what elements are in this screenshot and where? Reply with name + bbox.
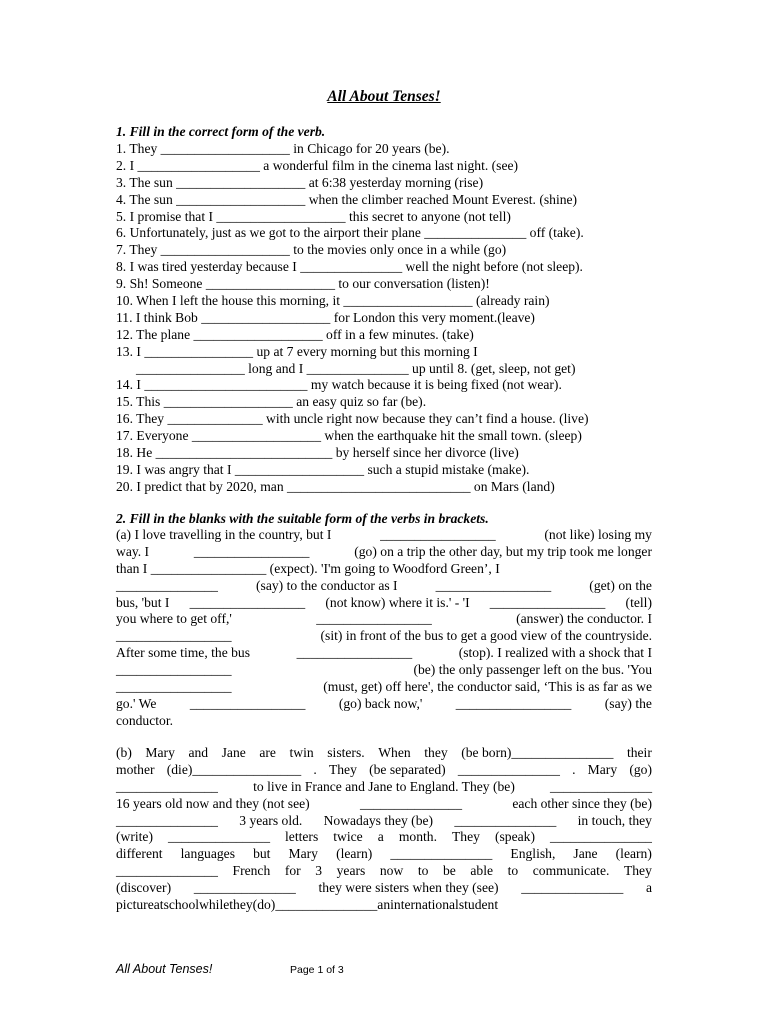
text-segment: sisters. <box>327 745 365 760</box>
text-segment: letters <box>285 829 319 845</box>
question-line: 14. I ________________________ my watch because it is being fixed (not wear). <box>116 377 562 393</box>
part-b-line <box>116 846 652 863</box>
text-segment: _______________ <box>457 761 560 777</box>
text-segment: _______________ <box>116 812 218 828</box>
text-segment: they <box>424 745 448 760</box>
part-b-line <box>116 897 652 914</box>
question-line: 2. I __________________ a wonderful film in the cinema last night. (see) <box>116 157 519 173</box>
text-segment: _______________ <box>116 778 218 794</box>
text-segment: mother <box>116 761 155 777</box>
text-segment: (say) to the conductor as I <box>256 577 398 593</box>
part-a-line <box>116 611 652 628</box>
text-segment: . <box>313 761 317 777</box>
text-segment: for <box>284 863 301 879</box>
text-segment: able <box>470 863 494 879</box>
part-a-line <box>116 696 652 713</box>
part-a-line <box>116 628 652 645</box>
text-segment: _________________ <box>296 645 413 661</box>
text-segment: (be born)_______________ <box>461 745 614 760</box>
question-line: 6. Unfortunately, just as we got to the airport their plane _______________ off (take). <box>116 225 584 241</box>
text-segment: Jane <box>221 745 246 760</box>
text-segment: their <box>626 745 652 760</box>
text-segment: _______________ <box>275 897 378 913</box>
question-line: 19. I was angry that I ___________________ such a stupid mistake (make). <box>116 461 530 477</box>
text-segment: be <box>442 863 456 879</box>
part-a-line <box>116 595 652 612</box>
text-segment: Jane <box>573 846 598 862</box>
text-segment: _________________ <box>189 594 306 610</box>
part-b-line <box>116 813 652 830</box>
text-segment: month. <box>398 829 437 845</box>
part-a-line <box>116 662 652 679</box>
part-a-line <box>116 544 652 561</box>
text-segment: different <box>116 846 163 862</box>
text-segment: a <box>645 880 652 896</box>
text-segment: (go) <box>629 761 652 777</box>
question-line: 16. They ______________ with uncle right now because they can’t find a house. (live) <box>116 411 589 427</box>
text-segment: They <box>452 829 480 845</box>
text-segment: bus, 'but I <box>116 594 170 610</box>
text-segment: languages <box>180 846 235 862</box>
text-segment: in touch, they <box>577 812 652 828</box>
text-segment: They <box>328 761 357 777</box>
text-segment: _______________ <box>116 577 218 593</box>
question-line: 3. The sun ___________________ at 6:38 yesterday morning (rise) <box>116 174 484 190</box>
text-segment: _________________ <box>316 611 432 627</box>
text-segment: (go) on a trip the other day, but my trip took me longer <box>354 543 652 559</box>
text-segment: After some time, the bus <box>116 645 251 661</box>
part-a-line <box>116 713 652 730</box>
text-segment: _________________ <box>193 543 310 559</box>
part-b-line <box>116 829 652 846</box>
text-segment: picture <box>116 897 154 913</box>
text-segment: (discover) <box>116 880 172 896</box>
text-segment: an <box>377 897 391 913</box>
text-segment: _________________ <box>455 695 572 711</box>
text-segment: (do) <box>252 897 276 913</box>
section-2-part-a <box>116 527 652 730</box>
text-segment: (learn) <box>336 846 373 862</box>
text-segment: English, <box>510 846 556 862</box>
text-segment: to live in France and Jane to England. They (be) <box>253 778 515 794</box>
text-segment: now <box>379 863 404 879</box>
part-b-line <box>116 779 652 796</box>
text-segment: _______________ <box>550 778 652 794</box>
footer-title: All About Tenses! <box>116 962 213 976</box>
text-segment: 16 years old now and they (not see) <box>116 795 310 811</box>
text-segment: (be separated) <box>369 761 446 777</box>
text-segment: (not like) losing my <box>544 527 652 542</box>
text-segment: 3 <box>315 863 323 879</box>
text-segment: communicate. <box>532 863 610 879</box>
text-segment: go.' We <box>116 695 157 711</box>
text-segment: _________________ <box>116 628 232 644</box>
text-segment: Mary <box>145 745 175 760</box>
part-b-line <box>116 745 652 762</box>
part-b-line <box>116 796 652 813</box>
text-segment: each other since they (be) <box>512 795 652 811</box>
text-segment: (say) the <box>604 695 652 711</box>
text-segment: way. I <box>116 543 150 559</box>
question-line: 7. They ___________________ to the movies only once in a while (go) <box>116 242 507 258</box>
text-segment: _________________ <box>380 527 496 542</box>
text-segment: (answer) the conductor. I <box>516 611 652 627</box>
text-segment: (go) back now,' <box>338 695 423 711</box>
part-a-line <box>116 679 652 696</box>
text-segment: (stop). I realized with a shock that I <box>458 645 652 661</box>
text-segment: (not know) where it is.' - 'I <box>325 594 470 610</box>
text-segment: school <box>163 897 200 913</box>
text-segment: (die)________________ <box>166 761 302 777</box>
text-segment: conductor. <box>116 712 174 728</box>
part-a-line <box>116 645 652 662</box>
text-segment: (write) <box>116 829 153 845</box>
text-segment: _______________ <box>168 829 270 845</box>
part-a-line <box>116 561 652 578</box>
question-line: 5. I promise that I ___________________ this secret to anyone (not tell) <box>116 208 511 224</box>
text-segment: _______________ <box>521 880 624 896</box>
question-line: 1. They ___________________ in Chicago for 20 years (be). <box>116 141 450 156</box>
question-line: ________________ long and I _______________ up until 8. (get, sleep, not get) <box>136 360 576 376</box>
text-segment: (learn) <box>615 846 652 862</box>
text-segment: at <box>153 897 164 913</box>
text-segment: _________________ <box>435 577 552 593</box>
text-segment: (be) the only passenger left on the bus. 'You <box>413 662 652 678</box>
part-b-line <box>116 863 652 880</box>
text-segment: and <box>188 745 209 760</box>
question-line: 8. I was tired yesterday because I _______________ well the night before (not sleep). <box>116 259 583 275</box>
text-segment: years <box>336 863 366 879</box>
part-a-line <box>116 578 652 595</box>
text-segment: When <box>378 745 411 760</box>
text-segment: (a) I love travelling in the country, but I <box>116 527 332 542</box>
text-segment: _________________ <box>116 662 232 678</box>
text-segment: Mary <box>587 761 618 777</box>
text-segment: while <box>199 897 230 913</box>
question-line: 18. He __________________________ by herself since her divorce (live) <box>116 445 519 461</box>
text-segment: (tell) <box>625 594 652 610</box>
text-segment: (must, get) off here', the conductor said, ‘This is as far as we <box>323 679 652 695</box>
text-segment: (get) on the <box>589 577 652 593</box>
section-1-heading: 1. Fill in the correct form of the verb. <box>116 124 326 139</box>
question-line: 4. The sun ___________________ when the climber reached Mount Everest. (shine) <box>116 191 578 207</box>
text-segment: a <box>377 829 384 845</box>
text-segment: but <box>253 846 271 862</box>
text-segment: _________________ <box>116 679 232 695</box>
text-segment: French <box>232 863 271 879</box>
text-segment: . <box>572 761 576 777</box>
text-segment: twice <box>333 829 363 845</box>
part-a-line <box>116 527 652 544</box>
text-segment: (b) <box>116 745 132 760</box>
text-segment: they <box>229 897 253 913</box>
text-segment: international <box>390 897 459 913</box>
text-segment: _________________ <box>189 695 306 711</box>
section-2-part-b <box>116 745 652 914</box>
question-line: 13. I ________________ up at 7 every morning but this morning I <box>116 343 478 359</box>
text-segment: to <box>507 863 519 879</box>
text-segment: They <box>623 863 652 879</box>
text-segment: _______________ <box>390 846 493 862</box>
text-segment: than I _________________ (expect). 'I'm going to Woodford Green’, I <box>116 560 500 576</box>
section-2-heading: 2. Fill in the blanks with the suitable form of the verbs in brackets. <box>116 511 489 526</box>
text-segment: _________________ <box>489 594 606 610</box>
text-segment: _______________ <box>193 880 296 896</box>
text-segment: _______________ <box>360 795 462 811</box>
text-segment: you where to get off,' <box>116 611 232 627</box>
text-segment: Nowadays they (be) <box>323 812 434 828</box>
text-segment: twin <box>289 745 314 760</box>
text-segment: 3 years old. <box>239 812 303 828</box>
question-line: 20. I predict that by 2020, man ___________________________ on Mars (land) <box>116 478 555 494</box>
text-segment: they were sisters when they (see) <box>318 880 499 896</box>
text-segment: _______________ <box>116 863 218 879</box>
question-line: 9. Sh! Someone ___________________ to our conversation (listen)! <box>116 276 490 292</box>
question-line: 12. The plane ___________________ off in a few minutes. (take) <box>116 326 474 342</box>
footer-page-number: Page 1 of 3 <box>290 964 344 976</box>
part-b-line <box>116 762 652 779</box>
question-line: 15. This ___________________ an easy quiz so far (be). <box>116 394 427 410</box>
text-segment: to <box>417 863 429 879</box>
question-line: 11. I think Bob ___________________ for London this very moment.(leave) <box>116 309 535 325</box>
text-segment: (sit) in front of the bus to get a good view of the countryside. <box>320 628 652 644</box>
question-line: 10. When I left the house this morning, it ___________________ (already rain) <box>116 293 550 309</box>
question-line: 17. Everyone ___________________ when the earthquake hit the small town. (sleep) <box>116 428 582 444</box>
section-1-questions <box>116 141 656 496</box>
text-segment: are <box>259 745 276 760</box>
text-segment: Mary <box>288 846 318 862</box>
document-title: All About Tenses! <box>327 88 441 105</box>
part-b-line <box>116 880 652 897</box>
text-segment: student <box>458 897 499 913</box>
text-segment: _______________ <box>550 829 652 845</box>
text-segment: (speak) <box>494 829 535 845</box>
text-segment: _______________ <box>454 812 557 828</box>
